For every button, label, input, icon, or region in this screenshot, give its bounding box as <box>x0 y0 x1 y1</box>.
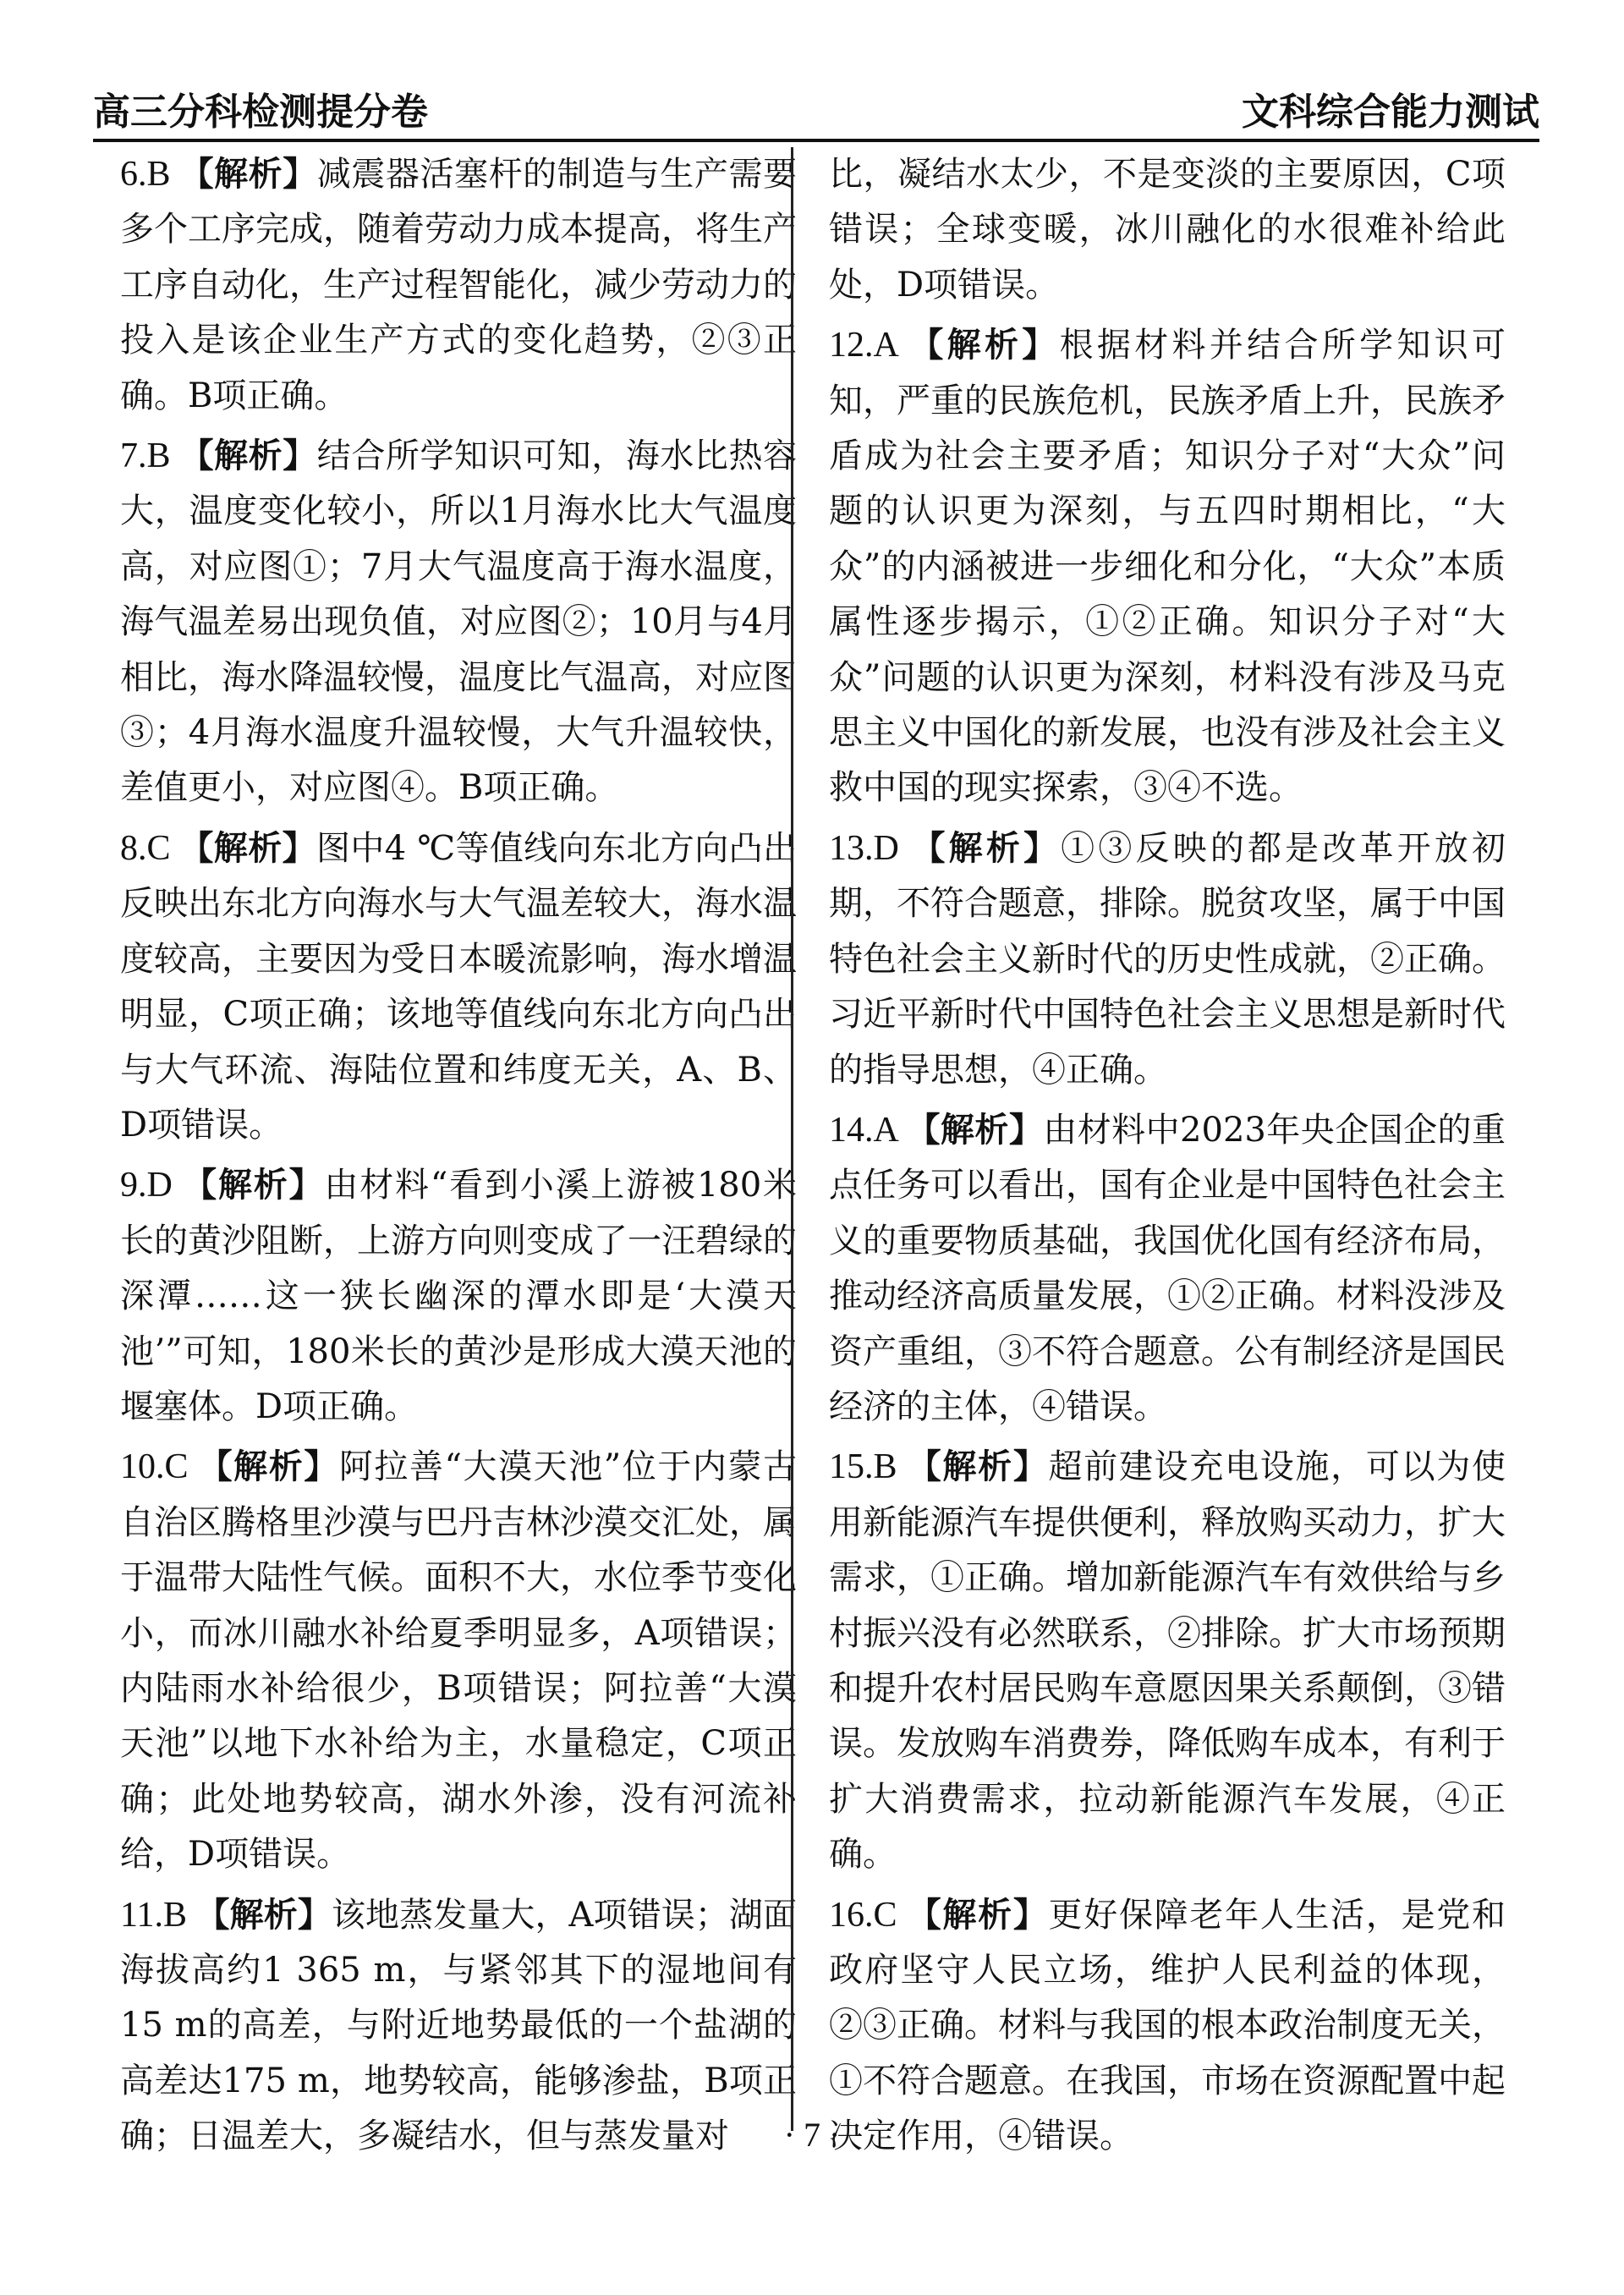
answer-item <box>829 147 1506 313</box>
analysis-tag: 【解析】 <box>909 326 1060 365</box>
answer-item <box>829 1440 1506 1882</box>
analysis-text: 结合所学知识可知，海水比热容大，温度变化较小，所以1月海水比大气温度高，对应图①；7月大气温度高于海水温度，海气温差易出现负值，对应图②；10月与4月相比，海水降温较慢，温度比气温高，对应图③；4月海水温度升温较慢，大气升温较快，差值更小，对应图④。B项正确。 <box>120 436 798 808</box>
answer-number: 13.D <box>829 828 912 868</box>
analysis-text: 根据材料并结合所学知识可知，严重的民族危机，民族矛盾上升，民族矛盾成为社会主要矛盾；知识分子对“大众”问题的认识更为深刻，与五四时期相比，“大众”的内涵被进一步细化和分化，“大众”本质属性逐步揭示，①②正确。知识分子对“大众”问题的认识更为深刻，材料没有涉及马克思主义中国化的新发展，也没有涉及社会主义救中国的现实探索，③④不选。 <box>829 326 1506 808</box>
analysis-tag: 【解析】 <box>195 1895 332 1935</box>
header-right-title: 文科综合能力测试 <box>1242 91 1539 134</box>
analysis-text: 该地蒸发量大，A项错误；湖面海拔高约1 365 m，与紧邻其下的湿地间有15 m的高差，与附近地势最低的一个盐湖的高差达175 m，地势较高，能够渗盐，B项正确；日温差大，多凝结水，但与蒸发量对 <box>120 1895 797 2156</box>
answer-item <box>120 1158 797 1435</box>
header-left-title: 高三分科检测提分卷 <box>93 91 428 134</box>
analysis-tag: 【解析】 <box>179 436 317 476</box>
answer-number: 9.D <box>120 1166 184 1205</box>
answer-number: 11.B <box>120 1895 196 1935</box>
analysis-text: 阿拉善“大漠天池”位于内蒙古自治区腾格里沙漠与巴丹吉林沙漠交汇处，属于温带大陆性气候。面积不大，水位季节变化小，而冰川融水补给夏季明显多，A项错误；内陆雨水补给很少，B项错误；阿拉善“大漠天池”以地下水补给为主，水量稳定，C项正确；此处地势较高，湖水外渗，没有河流补给，D项错误。 <box>120 1447 798 1875</box>
answer-number: 10.C <box>120 1447 199 1487</box>
answer-item <box>120 821 797 1153</box>
answer-number: 16.C <box>829 1895 908 1935</box>
analysis-text: 图中4 ℃等值线向东北方向凸出反映出东北方向海水与大气温差较大，海水温度较高，主要因为受日本暖流影响，海水增温明显，C项正确；该地等值线向东北方向凸出与大气环流、海陆位置和纬度无关，A、B、D项错误。 <box>120 828 797 1145</box>
page-number: · 7 · <box>783 2116 841 2154</box>
answer-item <box>829 1103 1506 1435</box>
analysis-tag: 【解析】 <box>179 155 317 194</box>
answer-number: 12.A <box>829 326 910 365</box>
page-header <box>93 78 1539 139</box>
answer-item <box>829 318 1506 816</box>
answer-item <box>120 429 797 816</box>
left-column <box>120 147 797 2170</box>
analysis-text: 更好保障老年人生活，是党和政府坚守人民立场，维护人民利益的体现，②③正确。材料与我国的根本政治制度无关，①不符合题意。在我国，市场在资源配置中起决定作用，④错误。 <box>829 1895 1506 2156</box>
analysis-text: ①③反映的都是改革开放初期，不符合题意，排除。脱贫攻坚，属于中国特色社会主义新时代的历史性成就，②正确。习近平新时代中国特色社会主义思想是新时代的指导思想，④正确。 <box>829 828 1506 1090</box>
analysis-text: 由材料“看到小溪上游被180米长的黄沙阻断，上游方向则变成了一汪碧绿的深潭……这一狭长幽深的潭水即是‘大漠天池’”可知，180米长的黄沙是形成大漠天池的堰塞体。D项正确。 <box>120 1166 798 1426</box>
column-divider <box>791 147 793 2131</box>
analysis-tag: 【解析】 <box>906 1110 1044 1150</box>
answer-item <box>120 147 797 424</box>
analysis-tag: 【解析】 <box>911 828 1062 868</box>
analysis-tag: 【解析】 <box>198 1447 339 1487</box>
answer-number: 7.B <box>120 436 180 476</box>
analysis-tag: 【解析】 <box>179 828 316 868</box>
answer-number: 15.B <box>829 1447 908 1487</box>
right-column <box>829 147 1506 2170</box>
analysis-text: 超前建设充电设施，可以为使用新能源汽车提供便利，释放购买动力，扩大需求，①正确。增加新能源汽车有效供给与乡村振兴没有必然联系，②排除。扩大市场预期和提升农村居民购车意愿因果关系颠倒，③错误。发放购车消费券，降低购车成本，有利于扩大消费需求，拉动新能源汽车发展，④正确。 <box>829 1447 1506 1875</box>
header-rule <box>93 139 1539 142</box>
answer-item <box>120 1440 797 1882</box>
analysis-text: 减震器活塞杆的制造与生产需要多个工序完成，随着劳动力成本提高，将生产工序自动化，生产过程智能化，减少劳动力的投入是该企业生产方式的变化趋势，②③正确。B项正确。 <box>120 155 798 415</box>
answer-number: 8.C <box>120 828 180 868</box>
analysis-tag: 【解析】 <box>183 1166 325 1205</box>
answer-item <box>829 821 1506 1098</box>
analysis-tag: 【解析】 <box>907 1895 1049 1935</box>
answer-number: 14.A <box>829 1110 907 1150</box>
analysis-tag: 【解析】 <box>907 1447 1049 1487</box>
answer-number: 6.B <box>120 155 180 194</box>
analysis-text: 比，凝结水太少，不是变淡的主要原因，C项错误；全球变暖，冰川融化的水很难补给此处，D项错误。 <box>829 155 1506 305</box>
analysis-text: 由材料中2023年央企国企的重点任务可以看出，国有企业是中国特色社会主义的重要物质基础，我国优化国有经济布局，推动经济高质量发展，①②正确。材料没涉及资产重组，③不符合题意。公有制经济是国民经济的主体，④错误。 <box>829 1110 1506 1426</box>
